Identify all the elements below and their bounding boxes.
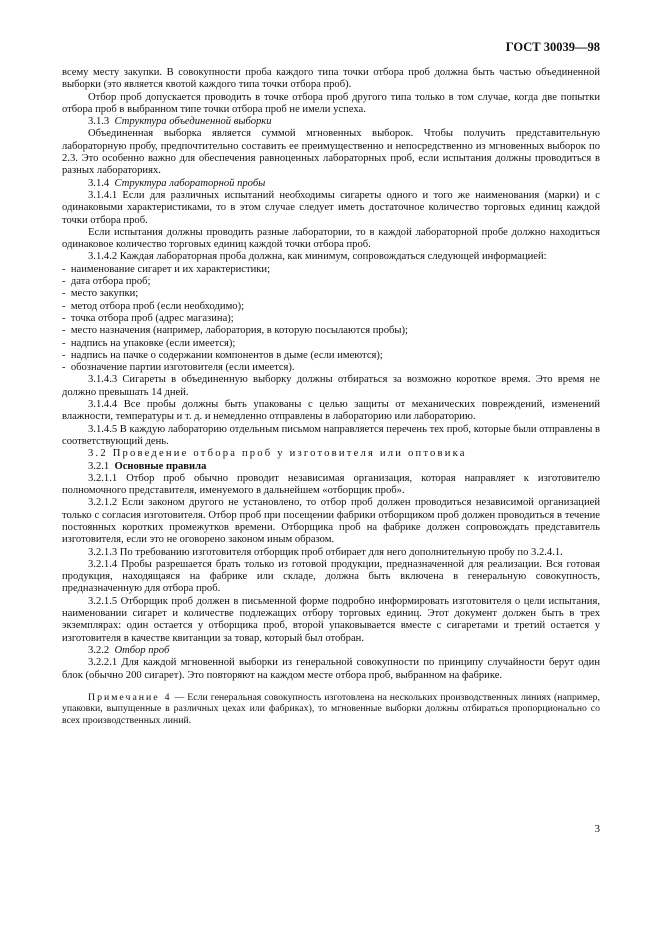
- section-heading-3-2-1: [62, 461, 600, 473]
- paragraph: Если испытания должны проводить разные лаборатории, то в каждой лабораторной пробе должно находиться одинаковое количество торговых единиц каждой точки отбора проб.: [62, 226, 600, 251]
- list-item: - место закупки;: [62, 288, 600, 300]
- page-number: 3: [594, 823, 600, 835]
- document-header: ГОСТ 30039—98: [505, 40, 600, 54]
- section-title: Структура лабораторной пробы: [114, 177, 266, 189]
- list-item: - надпись на упаковке (если имеется);: [62, 338, 600, 350]
- section-heading-3-1-3: [62, 116, 600, 128]
- paragraph-3-1-4-2: 3.1.4.2 Каждая лабораторная проба должна, как минимум, сопровождаться следующей информацией:: [88, 251, 547, 263]
- info-list: [62, 264, 600, 375]
- section-heading-3-2: 3.2 Проведение отбора проб у изготовителя или оптовика: [88, 448, 467, 460]
- paragraph-3-2-1-4: 3.2.1.4 Пробы разрешается брать только из готовой продукции, предназначенной для реализации. Вся готовая продукция, находящаяся на фабрике или складе, должна быть включена в генеральную совокупность, предназначенную для отбора проб.: [62, 558, 600, 595]
- paragraph-3-1-4-1: 3.1.4.1 Если для различных испытаний необходимы сигареты одного и того же наименования (марки) и с одинаковыми характеристиками, то в этом случае следует иметь достаточное количество торговых единиц каждой точки отбора проб.: [62, 189, 600, 226]
- section-number: 3.1.3: [88, 116, 110, 128]
- section-number: 3.2.1: [88, 460, 110, 472]
- note: [62, 692, 600, 727]
- paragraph: Объединенная выборка является суммой мгновенных выборок. Чтобы получить представительную лабораторную пробу, предпочтительно составить ее преимущественно и непосредственно из мгновенных выборок по 2.3. Это особенно важно для обеспечения равноценных лабораторных проб, если испытания должны проводиться в разных лабораториях.: [62, 128, 600, 177]
- list-item: - надпись на пачке о содержании компонентов в дыме (если имеются);: [62, 350, 600, 362]
- section-title: Отбор проб: [114, 644, 170, 656]
- paragraph-3-2-1-5: 3.2.1.5 Отборщик проб должен в письменной форме подробно информировать изготовителя о цели испытания, наименовании сигарет и количестве подлежащих отбору торговых единиц. Этот документ должен быть в трех экземплярах: один остается у отборщика проб, второй упаковывается вместе с сигаретами и третий остается у изготовителя в качестве квитанции за товар, который был отобран.: [62, 595, 600, 644]
- paragraph-3-2-1-1: 3.2.1.1 Отбор проб обычно проводит независимая организация, которая направляет к изготовителю полномочного представителя, именуемого в дальнейшем «отборщик проб».: [62, 472, 600, 497]
- list-item: - точка отбора проб (адрес магазина);: [62, 313, 600, 325]
- list-item: - дата отбора проб;: [62, 276, 600, 288]
- paragraph-3-1-4-3: 3.1.4.3 Сигареты в объединенную выборку должны отбираться за возможно короткое время. Это время не должно превышать 14 дней.: [62, 374, 600, 398]
- paragraph: всему месту закупки. В совокупности проба каждого типа точки отбора проб должна быть частью объединенной выборки (это является квотой каждого типа точки отбора проб).: [62, 67, 600, 91]
- paragraph-3-2-1-2: 3.2.1.2 Если законом другого не установлено, то отбор проб должен проводиться независимой организацией только с согласия изготовителя. Отбор проб при посещении фабрики отборщиком проб должен проводиться в течение постоянных коротких промежутков времени. Отборщика проб на фабрике должен сопровождать представитель изготовителя, если это не оговорено законом иным образом.: [62, 497, 600, 546]
- paragraph: Отбор проб допускается проводить в точке отбора проб другого типа только в том случае, когда две попытки отбора проб в выбранном типе точки отбора проб не имели успеха.: [62, 91, 600, 115]
- list-item: - метод отбора проб (если необходимо);: [62, 301, 600, 313]
- paragraph-3-2-2-1: 3.2.2.1 Для каждой мгновенной выборки из генеральной совокупности по принципу случайности берут один блок (обычно 200 сигарет). Это повторяют на каждом месте отбора проб, выбранном на фабрике.: [62, 657, 600, 681]
- note-text: — Если генеральная совокупность изготовлена на нескольких производственных линиях (например, упаковки, выпущенные в различных цехах или фабриках), то мгновенные выборки должны отбираться пропорционально со всех производственных линий.: [62, 691, 601, 727]
- list-item: - место назначения (например, лаборатория, в которую посылаются пробы);: [62, 325, 600, 337]
- section-title: Основные правила: [114, 460, 207, 472]
- section-heading-3-1-4: [62, 178, 600, 190]
- section-number: 3.2.2: [88, 644, 110, 656]
- list-item: - обозначение партии изготовителя (если имеется).: [62, 362, 600, 374]
- document-body: [62, 67, 600, 727]
- section-heading-3-2-2: [62, 645, 600, 657]
- paragraph-3-1-4-5: 3.1.4.5 В каждую лабораторию отдельным письмом направляется перечень тех проб, которые были отправлены в соответствующий день.: [62, 423, 600, 447]
- paragraph-3-2-1-3: 3.2.1.3 По требованию изготовителя отборщик проб отбирает для него дополнительную пробу по 3.2.4.1.: [88, 546, 563, 558]
- note-label: Примечание 4: [88, 691, 172, 703]
- section-title: Структура объединенной выборки: [114, 116, 272, 128]
- section-number: 3.1.4: [88, 177, 110, 189]
- list-item: - наименование сигарет и их характеристики;: [62, 264, 600, 276]
- paragraph-3-1-4-4: 3.1.4.4 Все пробы должны быть упакованы с целью защиты от механических повреждений, изменений влажности, температуры и т. д. и немедленно отправлены в лабораторию или лабораторию.: [62, 399, 600, 423]
